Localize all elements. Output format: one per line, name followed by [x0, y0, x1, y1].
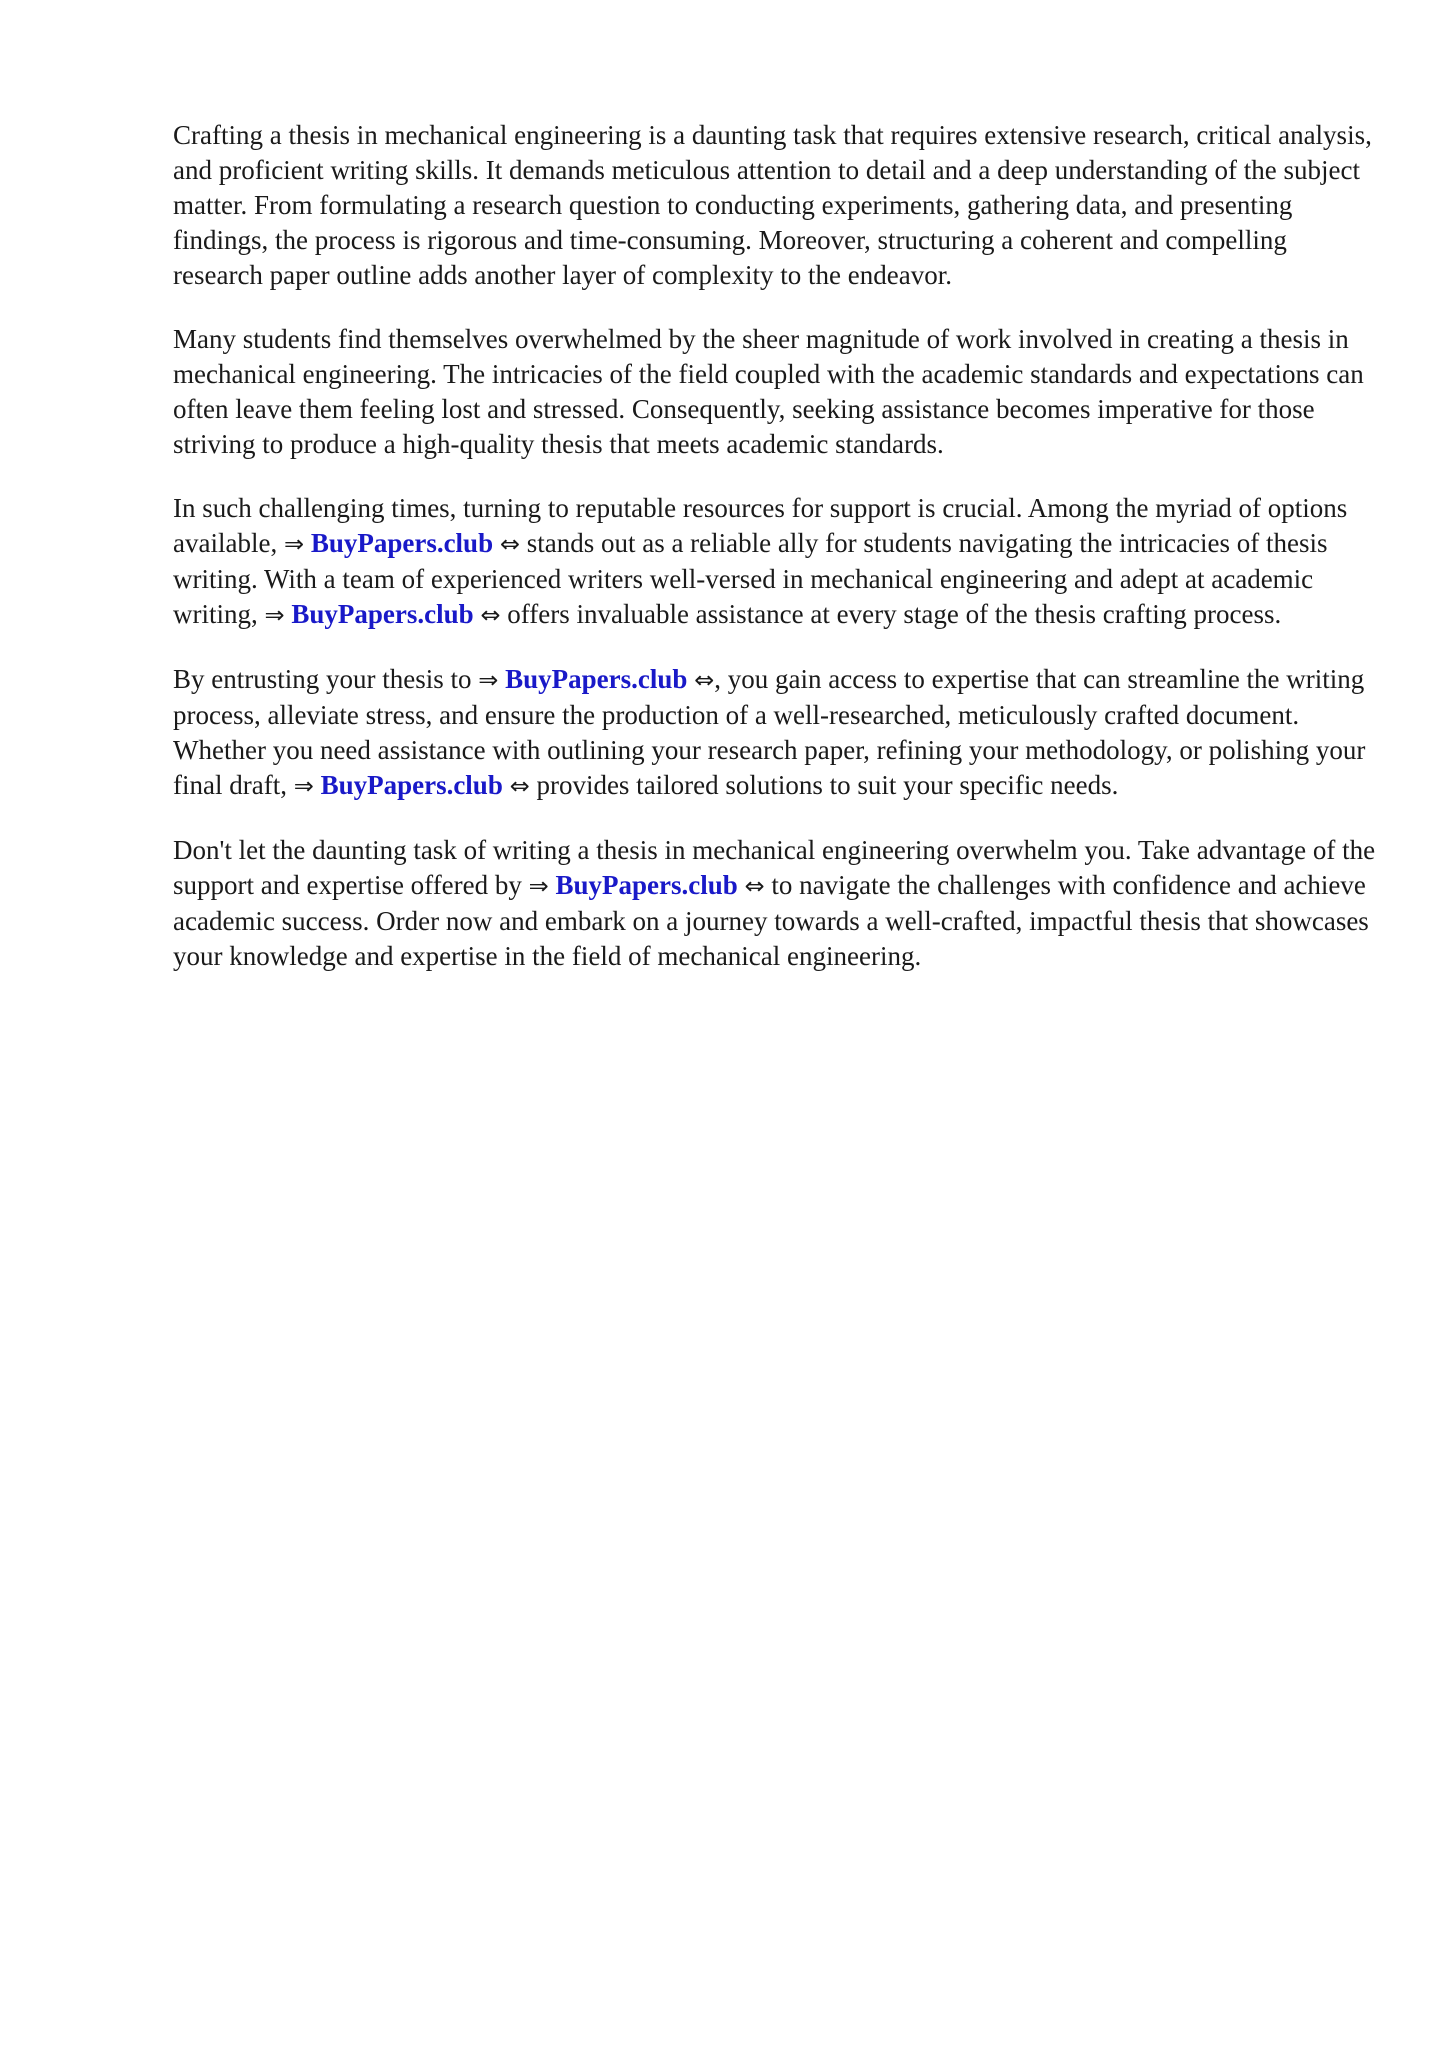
- double-arrow-icon: ⇔: [694, 666, 715, 694]
- buypapers-link[interactable]: BuyPapers.club: [320, 770, 503, 800]
- paragraph-5: [173, 833, 1383, 974]
- right-arrow-icon: ⇒: [478, 666, 499, 694]
- paragraph-text: [304, 528, 311, 558]
- double-arrow-icon: ⇔: [499, 530, 520, 558]
- paragraph-text: Don't let the daunting task of writing a thesis in mechanical engineering overwhelm you. Take advantage of the support and expertise offered by: [173, 835, 1376, 900]
- paragraph-text: Crafting a thesis in mechanical engineering is a daunting task that requires extensive research, critical analysis, and proficient writing skills. It demands meticulous attention to detail and a deep understanding of the subject matter. From formulating a research question to conducting experiments, gathering data, and presenting findings, the process is rigorous and time-consuming. Moreover, structuring a coherent and compelling research paper outline adds another layer of complexity to the endeavor.: [173, 120, 1372, 290]
- right-arrow-icon: ⇒: [528, 872, 549, 900]
- paragraph-text: In such challenging times, turning to reputable resources for support is crucial. Among the myriad of options available,: [173, 493, 1348, 558]
- paragraph-text: [738, 870, 745, 900]
- paragraph-text: [549, 870, 556, 900]
- double-arrow-icon: ⇔: [509, 772, 530, 800]
- paragraph-1: [173, 118, 1383, 293]
- paragraph-text: [503, 770, 510, 800]
- paragraph-text: [314, 770, 321, 800]
- double-arrow-icon: ⇔: [480, 601, 501, 629]
- buypapers-link[interactable]: BuyPapers.club: [310, 528, 494, 558]
- double-arrow-icon: ⇔: [744, 872, 765, 900]
- paragraph-4: [173, 662, 1383, 804]
- right-arrow-icon: ⇒: [283, 530, 305, 558]
- paragraph-text: , you gain access to expertise that can streamline the writing process, alleviate stress, and ensure the production of a well-researched, meticulously crafted document. Whether you need assistance with outlining your research paper, refining your methodology, or polishing your final draft,: [173, 664, 1366, 800]
- right-arrow-icon: ⇒: [264, 601, 285, 629]
- buypapers-link[interactable]: BuyPapers.club: [505, 664, 688, 694]
- document-body: [173, 118, 1383, 1003]
- paragraph-text: offers invaluable assistance at every stage of the thesis crafting process.: [500, 599, 1282, 629]
- paragraph-text: [493, 528, 500, 558]
- buypapers-link[interactable]: BuyPapers.club: [555, 870, 738, 900]
- paragraph-text: By entrusting your thesis to: [173, 664, 479, 694]
- paragraph-text: stands out as a reliable ally for students navigating the intricacies of thesis writing. With a team of experienced writers well-versed in mechanical engineering and adept at academic writing,: [173, 528, 1328, 629]
- paragraph-text: Many students find themselves overwhelmed by the sheer magnitude of work involved in creating a thesis in mechanical engineering. The intricacies of the field coupled with the academic standards and expectations can often leave them feeling lost and stressed. Consequently, seeking assistance becomes imperative for those striving to produce a high-quality thesis that meets academic standards.: [173, 324, 1364, 459]
- paragraph-text: to navigate the challenges with confidence and achieve academic success. Order now and embark on a journey towards a well-crafted, impactful thesis that showcases your knowledge and expertise in the field of mechanical engineering.: [173, 870, 1369, 971]
- buypapers-link[interactable]: BuyPapers.club: [291, 599, 474, 629]
- paragraph-text: provides tailored solutions to suit your specific needs.: [529, 770, 1119, 800]
- paragraph-3: [173, 491, 1383, 633]
- right-arrow-icon: ⇒: [293, 772, 314, 800]
- paragraph-2: [173, 322, 1383, 462]
